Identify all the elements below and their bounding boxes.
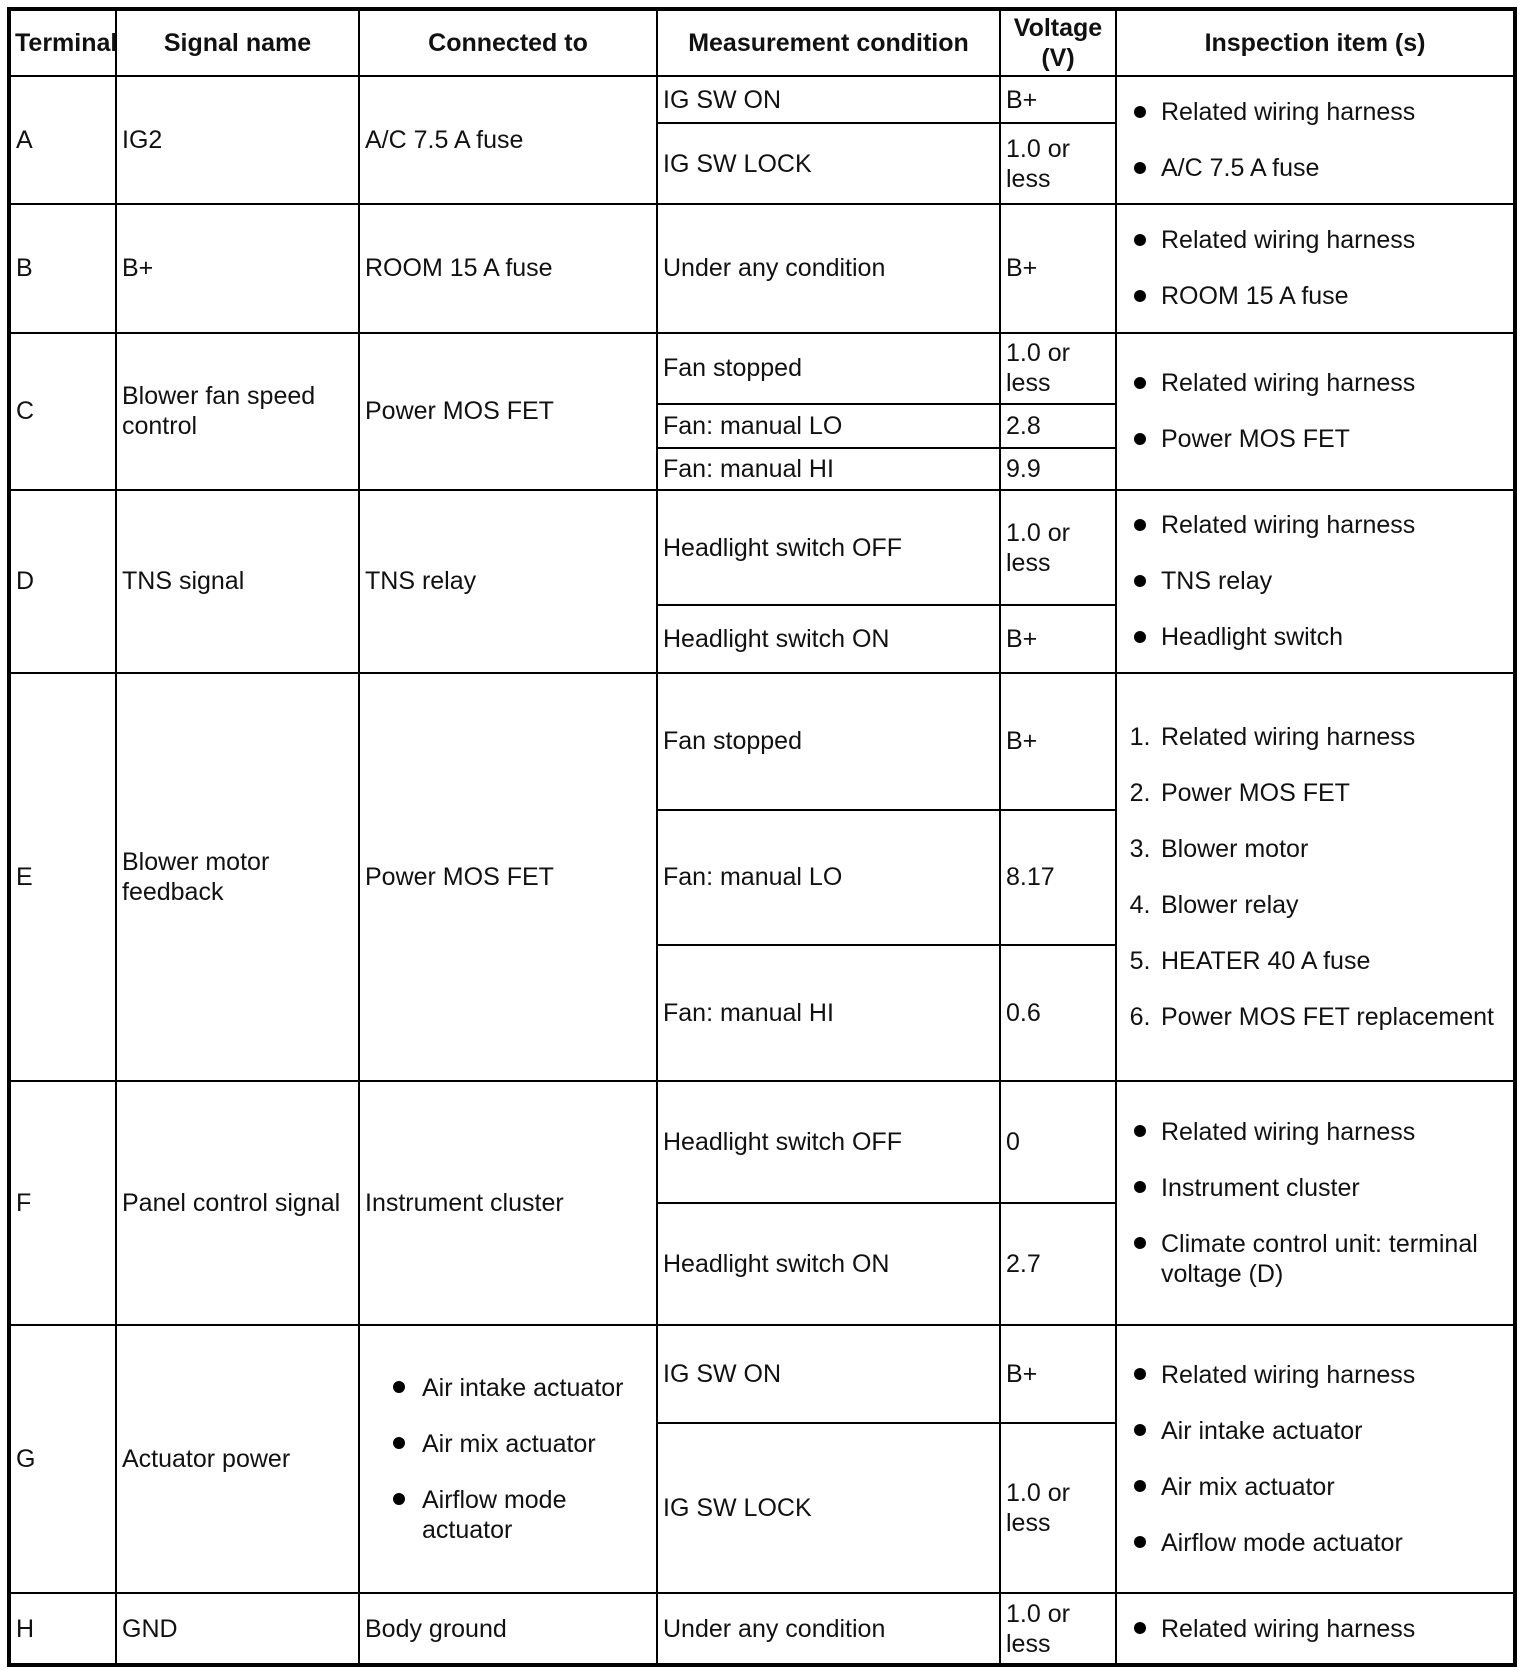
inspection-items-cell (1116, 1325, 1515, 1593)
table-row (9, 76, 1515, 123)
terminal-cell: B (9, 204, 116, 332)
bullet-icon (1125, 225, 1155, 255)
inspection-item (1161, 368, 1509, 398)
measurement-condition-cell: Fan: manual HI (657, 448, 1000, 490)
bullet-icon (1125, 1528, 1155, 1558)
inspection-item (1161, 1614, 1509, 1644)
voltage-cell: B+ (1000, 673, 1116, 810)
terminal-cell: H (9, 1593, 116, 1665)
connected-to-cell: Instrument cluster (359, 1081, 657, 1325)
bullet-icon (1125, 566, 1155, 596)
inspection-item-text: HEATER 40 A fuse (1161, 946, 1371, 975)
measurement-condition-cell: Headlight switch ON (657, 605, 1000, 672)
inspection-item (1161, 510, 1509, 540)
bullet-icon (1125, 281, 1155, 311)
signal-name-cell: Actuator power (116, 1325, 359, 1593)
connected-to-cell: TNS relay (359, 490, 657, 673)
table-row (9, 490, 1515, 605)
inspection-item-text: Related wiring harness (1161, 98, 1416, 127)
bullet-icon (384, 1485, 414, 1515)
inspection-items-cell (1116, 1593, 1515, 1665)
terminal-table (7, 7, 1517, 1667)
voltage-cell: 1.0 or less (1000, 123, 1116, 204)
bullet-icon (1125, 510, 1155, 540)
signal-name-cell: Panel control signal (116, 1081, 359, 1325)
inspection-item-text: Air intake actuator (1161, 1417, 1363, 1446)
inspection-item-text: Related wiring harness (1161, 1361, 1416, 1390)
list-number: 1. (1129, 722, 1151, 751)
voltage-cell: 1.0 or less (1000, 1423, 1116, 1593)
inspection-items-cell (1116, 204, 1515, 332)
header-connected-to: Connected to (359, 9, 657, 76)
inspection-item (1161, 1173, 1509, 1203)
inspection-item-text: Headlight switch (1161, 623, 1344, 652)
signal-name-cell: Blower fan speed control (116, 333, 359, 490)
inspection-item (1161, 566, 1509, 596)
inspection-item-text: ROOM 15 A fuse (1161, 282, 1349, 311)
header-row (9, 9, 1515, 76)
signal-name-cell: TNS signal (116, 490, 359, 673)
bullet-icon (1125, 1360, 1155, 1390)
measurement-condition-cell: Fan: manual HI (657, 945, 1000, 1081)
terminal-cell: A (9, 76, 116, 204)
bullet-icon (1125, 1472, 1155, 1502)
signal-name-cell: B+ (116, 204, 359, 332)
measurement-condition-cell: IG SW ON (657, 1325, 1000, 1423)
inspection-item-text: A/C 7.5 A fuse (1161, 154, 1320, 183)
header-measurement-condition: Measurement condition (657, 9, 1000, 76)
connected-to-cell: A/C 7.5 A fuse (359, 76, 657, 204)
list-number: 3. (1129, 834, 1151, 863)
bullet-icon (1125, 153, 1155, 183)
inspection-item (1129, 834, 1509, 864)
list-number: 6. (1129, 1002, 1151, 1031)
inspection-item (1129, 722, 1509, 752)
connected-list-text: Air intake actuator (422, 1374, 624, 1403)
table-row (9, 1325, 1515, 1423)
inspection-item-text: Related wiring harness (1161, 1614, 1416, 1643)
terminal-cell: E (9, 673, 116, 1081)
inspection-item (1129, 1002, 1509, 1032)
bullet-icon (1125, 1229, 1155, 1259)
terminal-cell: D (9, 490, 116, 673)
inspection-items-cell (1116, 1081, 1515, 1325)
voltage-cell: 1.0 or less (1000, 333, 1116, 405)
header-terminal: Terminal (9, 9, 116, 76)
inspection-item (1161, 1416, 1509, 1446)
connected-to-cell: ROOM 15 A fuse (359, 204, 657, 332)
inspection-item-text: Power MOS FET (1161, 425, 1350, 454)
signal-name-cell: GND (116, 1593, 359, 1665)
voltage-cell: 2.7 (1000, 1203, 1116, 1325)
measurement-condition-cell: IG SW LOCK (657, 123, 1000, 204)
table-row (9, 204, 1515, 332)
connected-to-cell: Power MOS FET (359, 333, 657, 490)
table-row (9, 333, 1515, 405)
voltage-cell: 2.8 (1000, 404, 1116, 448)
measurement-condition-cell: IG SW LOCK (657, 1423, 1000, 1593)
inspection-item-text: Related wiring harness (1161, 722, 1416, 751)
inspection-item-text: Power MOS FET (1161, 778, 1350, 807)
inspection-item (1129, 890, 1509, 920)
table-row (9, 673, 1515, 810)
bullet-icon (1125, 1614, 1155, 1644)
header-voltage: Voltage (V) (1000, 9, 1116, 76)
bullet-icon (1125, 622, 1155, 652)
measurement-condition-cell: Fan: manual LO (657, 810, 1000, 946)
inspection-items-cell (1116, 76, 1515, 204)
measurement-condition-cell: Fan stopped (657, 673, 1000, 810)
inspection-item-text: Blower relay (1161, 890, 1299, 919)
measurement-condition-cell: Under any condition (657, 204, 1000, 332)
header-signal-name: Signal name (116, 9, 359, 76)
connected-to-cell: Power MOS FET (359, 673, 657, 1081)
inspection-item-text: Airflow mode actuator (1161, 1529, 1403, 1558)
inspection-item (1161, 1117, 1509, 1147)
bullet-icon (1125, 368, 1155, 398)
inspection-items-cell (1116, 490, 1515, 673)
voltage-cell: 1.0 or less (1000, 1593, 1116, 1665)
inspection-item (1161, 97, 1509, 127)
bullet-icon (384, 1373, 414, 1403)
inspection-item (1129, 778, 1509, 808)
inspection-item (1161, 225, 1509, 255)
list-number: 5. (1129, 946, 1151, 975)
inspection-item-text: Climate control unit: terminal voltage (D) (1161, 1229, 1478, 1288)
inspection-item (1161, 153, 1509, 183)
inspection-item-text: Power MOS FET replacement (1161, 1002, 1494, 1031)
voltage-cell: 0.6 (1000, 945, 1116, 1081)
header-inspection-items: Inspection item (s) (1116, 9, 1515, 76)
voltage-cell: B+ (1000, 204, 1116, 332)
voltage-cell: B+ (1000, 605, 1116, 672)
bullet-icon (1125, 1173, 1155, 1203)
inspection-item-text: Air mix actuator (1161, 1473, 1335, 1502)
bullet-icon (1125, 97, 1155, 127)
signal-name-cell: Blower motor feedback (116, 673, 359, 1081)
connected-to-cell: Body ground (359, 1593, 657, 1665)
voltage-cell: B+ (1000, 1325, 1116, 1423)
inspection-item (1161, 424, 1509, 454)
inspection-item (1161, 1528, 1509, 1558)
inspection-item-text: Related wiring harness (1161, 226, 1416, 255)
connected-list-item (422, 1485, 651, 1545)
inspection-item (1161, 1472, 1509, 1502)
bullet-icon (1125, 424, 1155, 454)
voltage-cell: 0 (1000, 1081, 1116, 1203)
inspection-item-text: TNS relay (1161, 567, 1273, 596)
voltage-cell: 9.9 (1000, 448, 1116, 490)
list-number: 2. (1129, 778, 1151, 807)
table-row (9, 1593, 1515, 1665)
measurement-condition-cell: Headlight switch OFF (657, 490, 1000, 605)
measurement-condition-cell: Under any condition (657, 1593, 1000, 1665)
inspection-items-cell (1116, 673, 1515, 1081)
bullet-icon (1125, 1117, 1155, 1147)
bullet-icon (384, 1429, 414, 1459)
terminal-cell: F (9, 1081, 116, 1325)
connected-to-cell (359, 1325, 657, 1593)
connected-list-text: Air mix actuator (422, 1430, 596, 1459)
signal-name-cell: IG2 (116, 76, 359, 204)
measurement-condition-cell: Fan stopped (657, 333, 1000, 405)
bullet-icon (1125, 1416, 1155, 1446)
measurement-condition-cell: Headlight switch ON (657, 1203, 1000, 1325)
connected-list-item (422, 1429, 651, 1459)
measurement-condition-cell: Fan: manual LO (657, 404, 1000, 448)
connected-list-text: Airflow mode actuator (422, 1486, 567, 1545)
voltage-cell: 1.0 or less (1000, 490, 1116, 605)
inspection-item-text: Related wiring harness (1161, 369, 1416, 398)
measurement-condition-cell: Headlight switch OFF (657, 1081, 1000, 1203)
inspection-item-text: Related wiring harness (1161, 511, 1416, 540)
inspection-item (1161, 1229, 1509, 1289)
connected-list-item (422, 1373, 651, 1403)
inspection-item (1161, 1360, 1509, 1390)
inspection-items-cell (1116, 333, 1515, 490)
terminal-cell: C (9, 333, 116, 490)
voltage-cell: 8.17 (1000, 810, 1116, 946)
inspection-item (1161, 281, 1509, 311)
inspection-item (1129, 946, 1509, 976)
list-number: 4. (1129, 890, 1151, 919)
inspection-item-text: Blower motor (1161, 834, 1309, 863)
terminal-cell: G (9, 1325, 116, 1593)
inspection-item (1161, 622, 1509, 652)
table-row (9, 1081, 1515, 1203)
voltage-cell: B+ (1000, 76, 1116, 123)
inspection-item-text: Related wiring harness (1161, 1117, 1416, 1146)
inspection-item-text: Instrument cluster (1161, 1173, 1360, 1202)
measurement-condition-cell: IG SW ON (657, 76, 1000, 123)
